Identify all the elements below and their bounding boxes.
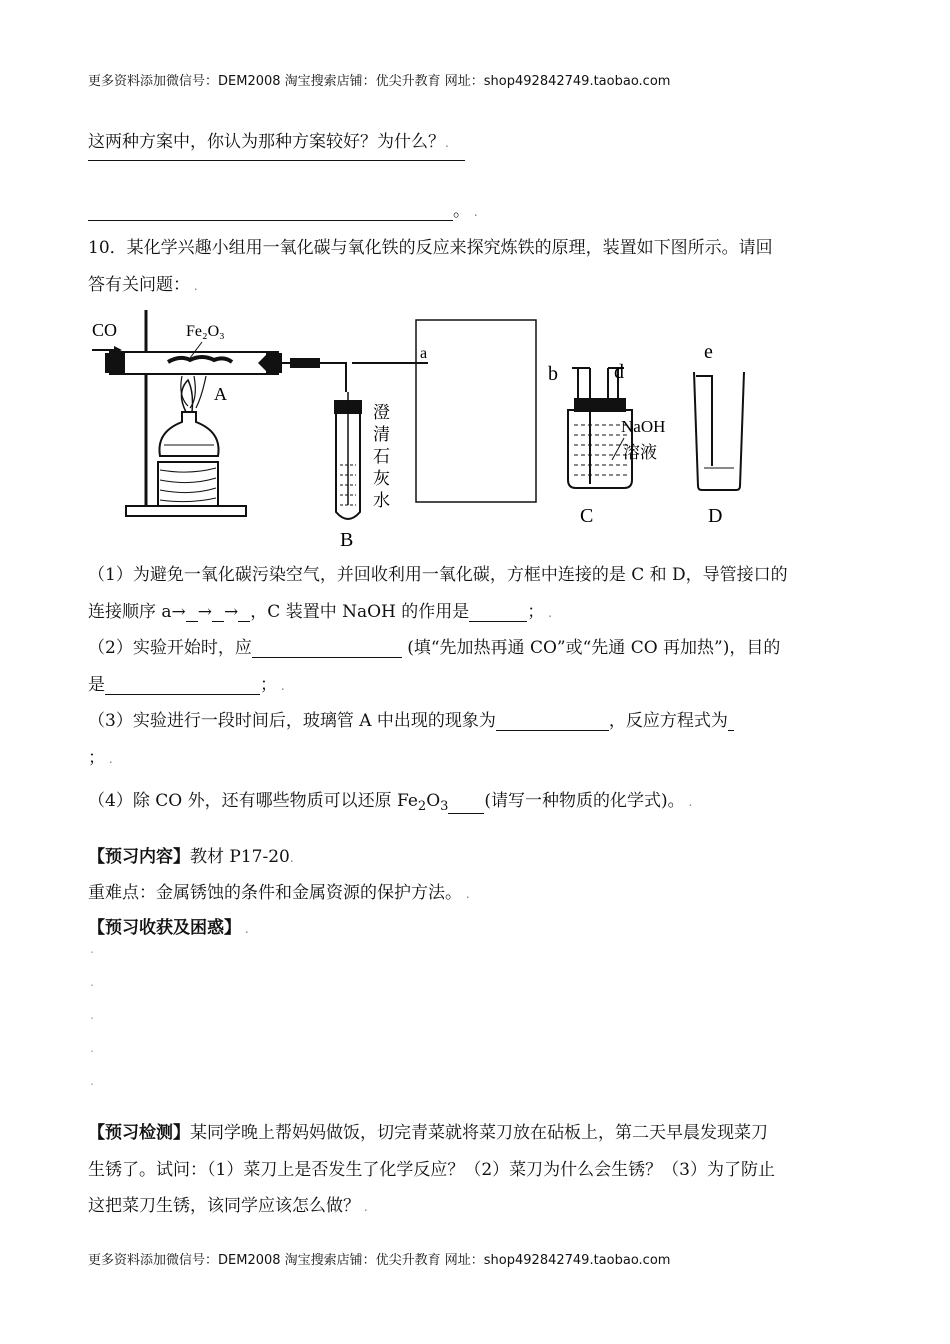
answer-blank <box>728 712 734 731</box>
preview-check-line-1: 【预习检测】某同学晚上帮妈妈做饭，切完青菜就将菜刀放在砧板上，第二天早晨发现菜刀 <box>88 1123 768 1143</box>
answer-blank <box>496 712 609 731</box>
answer-blank <box>238 603 250 622</box>
label-port-d: d <box>614 361 624 383</box>
limewater-char-1: 澄 <box>373 403 390 422</box>
empty-paragraph-mark: . <box>90 1074 94 1088</box>
preview-check-line-3: 这把菜刀生锈，该同学应该怎么做？ . <box>88 1196 368 1216</box>
answer-blank <box>212 603 224 622</box>
apparatus-diagram <box>90 300 790 555</box>
limewater-char-2: 清 <box>373 425 390 444</box>
limewater-char-3: 石 <box>373 447 390 466</box>
label-fe2o3: Fe₂O₃ <box>186 323 225 340</box>
label-naoh: NaOH <box>621 417 666 436</box>
preview-check-line-2: 生锈了。试问：（1）菜刀上是否发生了化学反应？（2）菜刀为什么会生锈？（3）为了防止 <box>88 1160 775 1180</box>
q10-part1-line-2: 连接顺序 a→ → → ，C 装置中 NaOH 的作用是 ； . <box>88 602 552 622</box>
q9-answer-line-2: 。 . <box>88 196 478 221</box>
q10-part3-line-2: ； . <box>88 748 113 768</box>
q9-prompt: 这两种方案中，你认为那种方案较好？为什么？. <box>88 132 449 152</box>
preview-content: 【预习内容】教材 P17-20. <box>88 847 294 867</box>
label-D: D <box>708 505 723 527</box>
empty-paragraph-mark: . <box>90 975 94 989</box>
label-port-b: b <box>548 363 558 385</box>
q10-part3-line-1: （3）实验进行一段时间后，玻璃管 A 中出现的现象为 ，反应方程式为 <box>88 706 734 731</box>
label-solution: 溶液 <box>623 443 657 462</box>
label-co: CO <box>92 320 118 340</box>
page-footer: 更多资料添加微信号：DEM2008 淘宝搜索店铺：优尖升教育 网址：shop492842749.taobao.com <box>88 1253 671 1268</box>
label-C: C <box>580 505 594 527</box>
preview-harvest-heading: 【预习收获及困惑】 . <box>88 918 249 938</box>
label-A: A <box>214 384 227 404</box>
answer-blank <box>448 795 484 814</box>
q10-intro-line-2: 答有关问题： . <box>88 275 198 295</box>
q10-part2-line-1: （2）实验开始时，应 (填“先加热再通 CO”或“先通 CO 再加热”)，目的 <box>88 638 781 658</box>
limewater-char-4: 灰 <box>373 469 390 488</box>
q10-part1-line-1: （1）为避免一氧化碳污染空气，并回收利用一氧化碳，方框中连接的是 C 和 D，导管接口的 <box>88 565 788 585</box>
answer-line <box>88 160 465 161</box>
label-port-e: e <box>704 341 713 363</box>
answer-blank <box>105 676 260 695</box>
alcohol-lamp <box>159 380 218 456</box>
label-port-a: a <box>420 345 428 362</box>
q10-part4: （4）除 CO 外，还有哪些物质可以还原 $Fe_2O_3$ (请写一种物质的化学式)。 . <box>88 791 693 814</box>
blank-box <box>416 320 536 502</box>
wood-block <box>158 462 218 506</box>
empty-paragraph-mark: . <box>90 1041 94 1055</box>
answer-blank <box>88 202 453 221</box>
answer-blank <box>252 639 402 658</box>
test-tube-B <box>334 392 362 519</box>
empty-paragraph-mark: . <box>90 1008 94 1022</box>
answer-blank <box>186 603 198 622</box>
page-header: 更多资料添加微信号：DEM2008 淘宝搜索店铺：优尖升教育 网址：shop492842749.taobao.com <box>88 74 671 89</box>
q10-part2-line-2: 是 ； . <box>88 675 285 695</box>
key-points: 重难点：金属锈蚀的条件和金属资源的保护方法。 . <box>88 883 470 903</box>
empty-paragraph-mark: . <box>90 942 94 956</box>
glass-tube-A <box>105 352 282 408</box>
beaker-D <box>694 372 744 490</box>
limewater-char-5: 水 <box>373 491 390 510</box>
connector-tube <box>282 358 428 392</box>
q10-intro-line-1: 10．某化学兴趣小组用一氧化碳与氧化铁的反应来探究炼铁的原理，装置如下图所示。请回 <box>88 238 773 258</box>
answer-blank <box>469 603 527 622</box>
label-B: B <box>340 529 354 551</box>
